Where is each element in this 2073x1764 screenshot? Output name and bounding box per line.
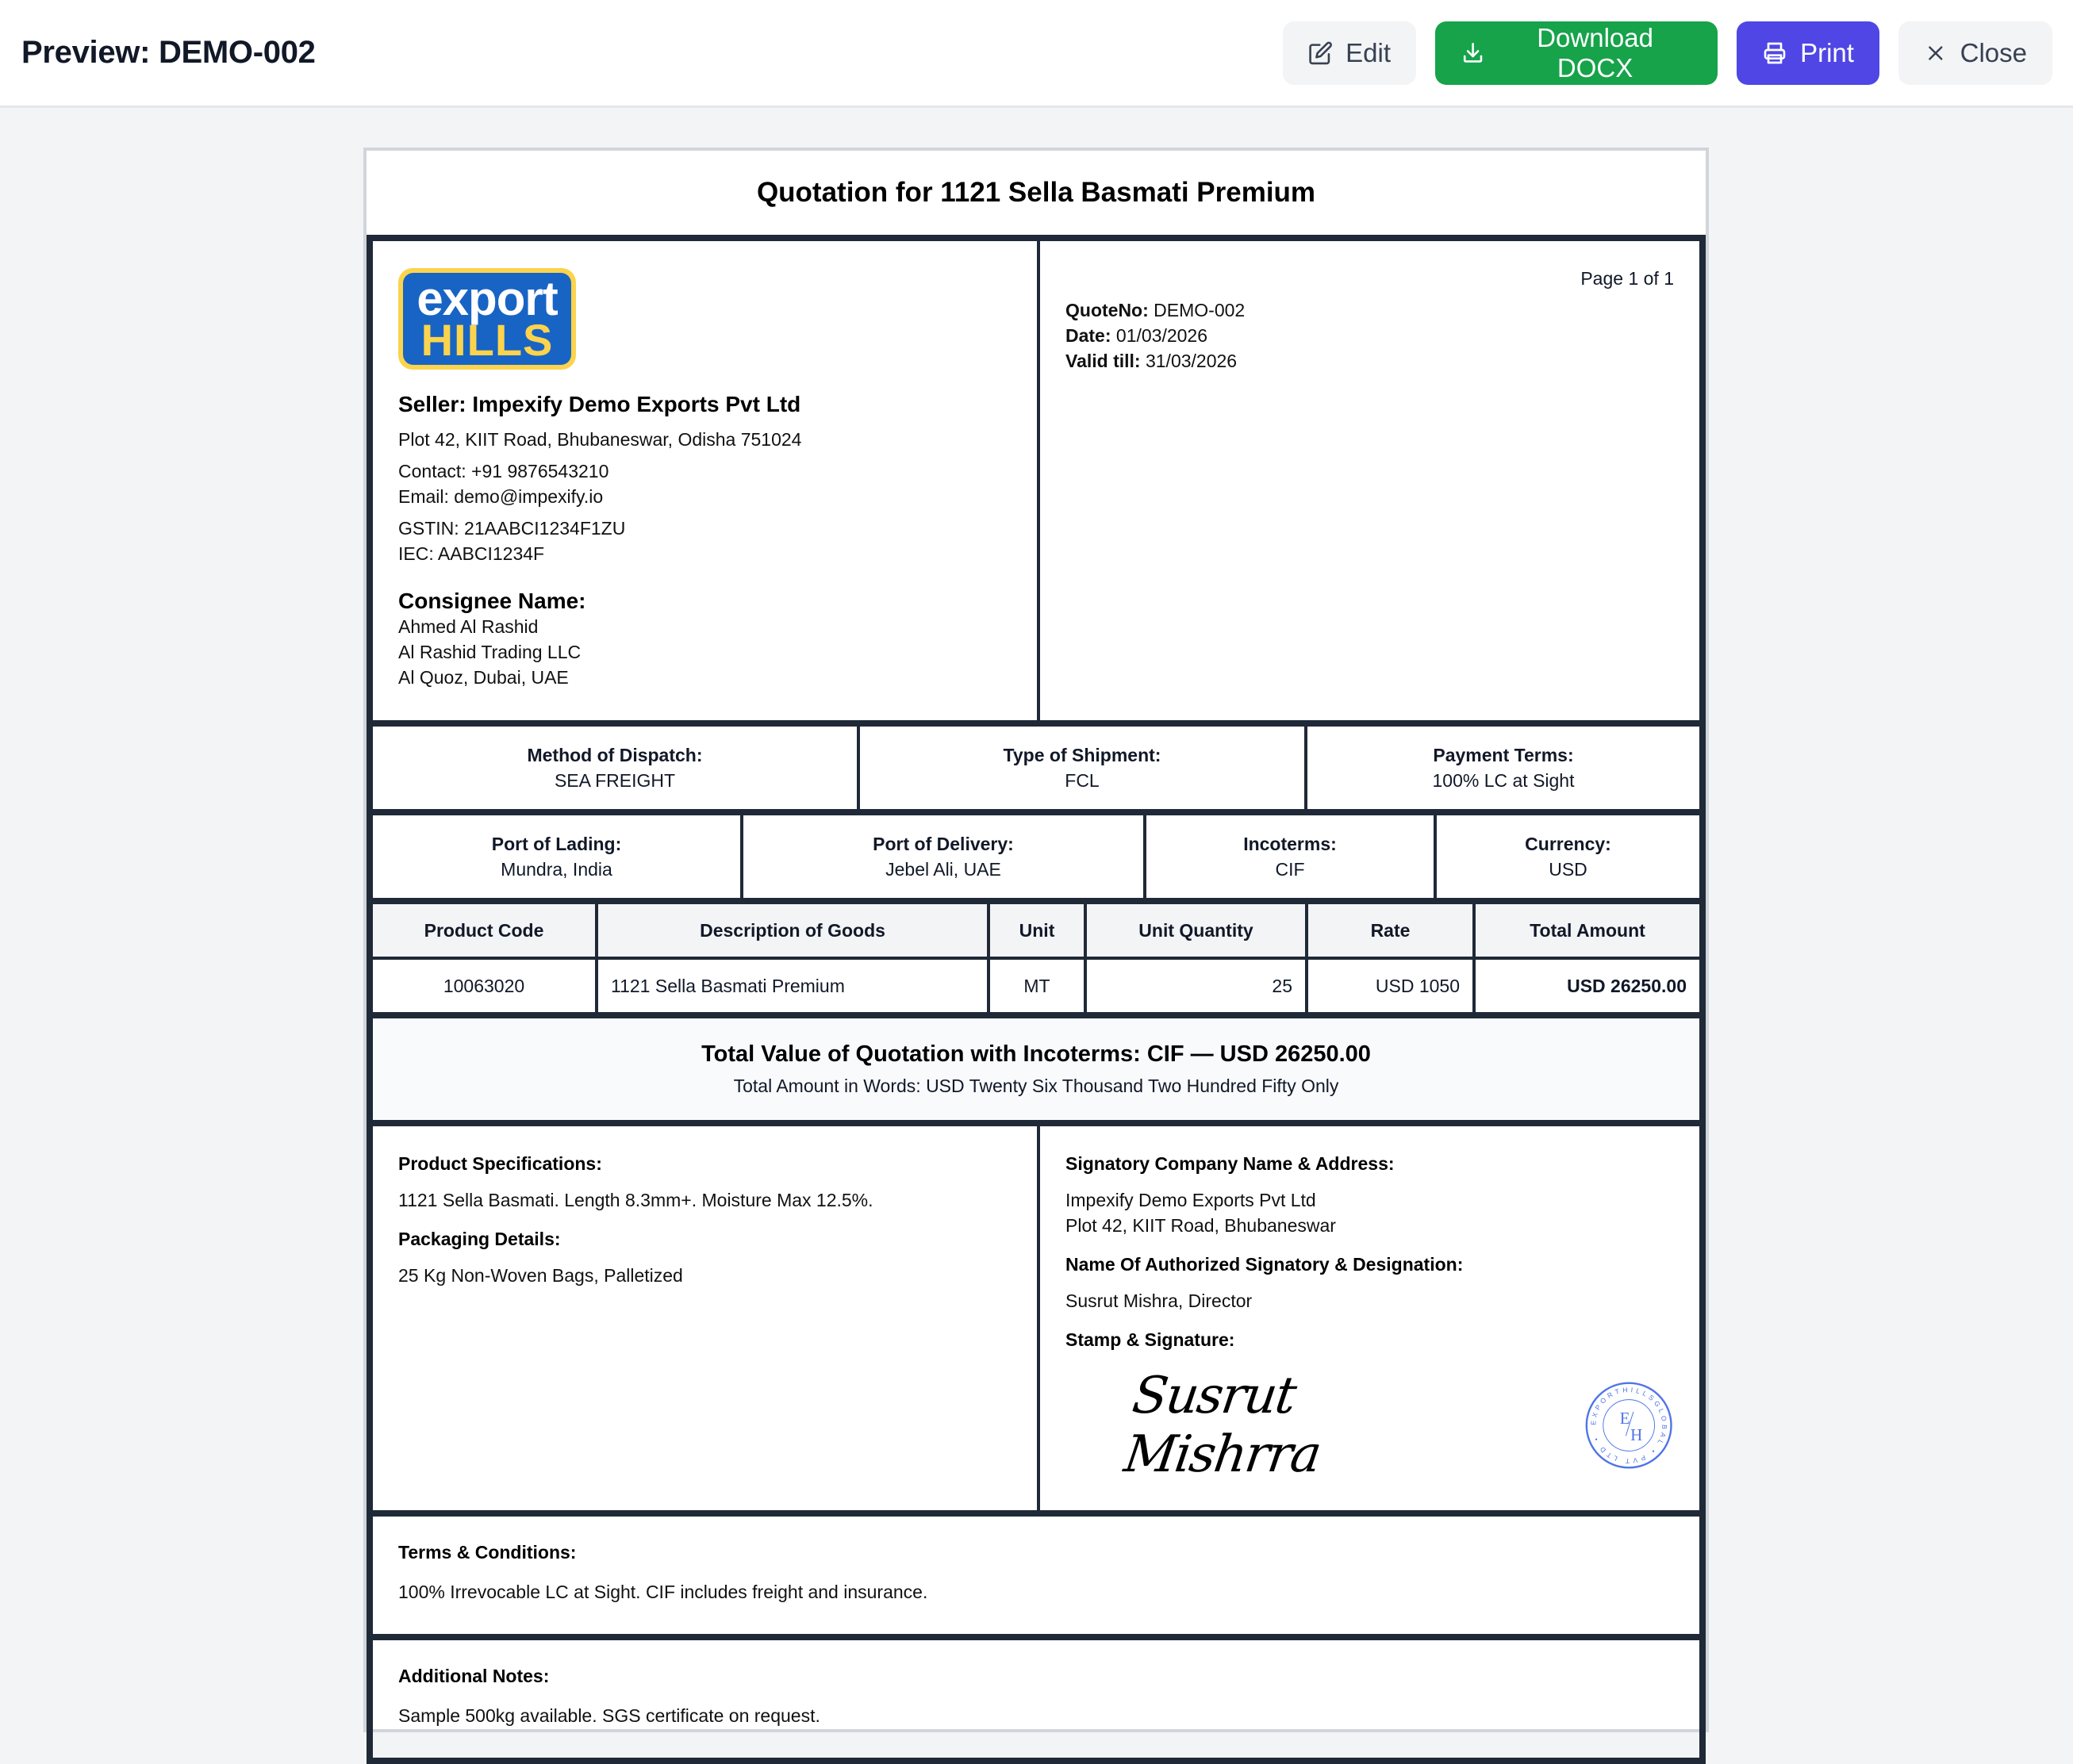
- spec-label: Product Specifications:: [398, 1153, 602, 1174]
- shipping-row-1: [373, 727, 1699, 815]
- unit: MT: [989, 958, 1085, 1012]
- signatory-company-name: Impexify Demo Exports Pvt Ltd: [1065, 1190, 1316, 1210]
- table-row: [373, 958, 1699, 1012]
- quote-date: Date: 01/03/2026: [1065, 325, 1208, 346]
- payment-terms: Payment Terms: 100% LC at Sight: [1432, 745, 1575, 791]
- column-header: Unit: [989, 904, 1085, 958]
- unit-quantity: 25: [1085, 958, 1307, 1012]
- print-label: Print: [1800, 37, 1854, 67]
- packaging-value: 25 Kg Non-Woven Bags, Palletized: [398, 1265, 683, 1286]
- logo-text-bottom: HILLS: [420, 314, 554, 365]
- preview-header: [0, 0, 2073, 108]
- seller-address: Plot 42, KIIT Road, Bhubaneswar, Odisha 751024: [398, 429, 802, 450]
- dispatch-method: Method of Dispatch: SEA FREIGHT: [373, 727, 860, 809]
- signatory-company-label: Signatory Company Name & Address:: [1065, 1153, 1395, 1174]
- svg-text:H: H: [1630, 1425, 1642, 1445]
- consignee-line: Al Rashid Trading LLC: [398, 642, 582, 662]
- goods-description: 1121 Sella Basmati Premium: [597, 958, 989, 1012]
- quote-number: QuoteNo: DEMO-002: [1065, 300, 1246, 320]
- edit-button[interactable]: [1283, 21, 1416, 85]
- printer-icon: [1762, 40, 1787, 66]
- seller-block: [373, 241, 1040, 720]
- page-title: Preview: DEMO-002: [21, 35, 316, 70]
- incoterms: Incoterms: CIF: [1146, 815, 1437, 898]
- stamp-signature-label: Stamp & Signature:: [1065, 1329, 1235, 1350]
- shipment-type: Type of Shipment: FCL: [860, 727, 1307, 809]
- terms-label: Terms & Conditions:: [398, 1542, 577, 1563]
- currency: Currency: USD: [1525, 834, 1611, 880]
- company-stamp-icon: [1584, 1379, 1674, 1472]
- signatory-company-address: Plot 42, KIIT Road, Bhubaneswar: [1065, 1215, 1336, 1236]
- spec-value: 1121 Sella Basmati. Length 8.3mm+. Moisture Max 12.5%.: [398, 1190, 873, 1210]
- consignee-heading: Consignee Name:: [398, 589, 586, 613]
- seller-contact: Contact: +91 9876543210: [398, 461, 609, 481]
- signatory-block: [1040, 1126, 1699, 1510]
- shipping-row-2: [373, 815, 1699, 904]
- notes-label: Additional Notes:: [398, 1666, 550, 1686]
- product-specs-block: [373, 1126, 1040, 1510]
- column-header: Unit Quantity: [1085, 904, 1307, 958]
- seller-gstin: GSTIN: 21AABCI1234F1ZU: [398, 518, 626, 539]
- quotation-frame: [367, 235, 1706, 1764]
- product-table: [373, 904, 1699, 1012]
- column-header: Total Amount: [1474, 904, 1699, 958]
- specs-signatory-section: [373, 1126, 1699, 1517]
- packaging-label: Packaging Details:: [398, 1229, 561, 1249]
- edit-icon: [1308, 40, 1333, 66]
- handwritten-signature: Susrut Mishrra: [1120, 1367, 1324, 1484]
- header-actions: [1283, 21, 2052, 85]
- document-title: Quotation for 1121 Sella Basmati Premium: [756, 177, 1316, 208]
- notes-section: [373, 1640, 1699, 1758]
- close-icon: [1924, 40, 1948, 66]
- consignee-line: Al Quoz, Dubai, UAE: [398, 667, 569, 688]
- quote-valid-till: Valid till: 31/03/2026: [1065, 351, 1238, 371]
- terms-section: [373, 1517, 1699, 1640]
- table-header-row: [373, 904, 1699, 958]
- header-section: [373, 241, 1699, 727]
- total-section: [373, 1018, 1699, 1126]
- total-amount: USD 26250.00: [1474, 958, 1699, 1012]
- product-code: 10063020: [373, 958, 597, 1012]
- page-indicator: Page 1 of 1: [1580, 268, 1674, 289]
- product-table-section: [373, 904, 1699, 1018]
- print-button[interactable]: [1737, 21, 1879, 85]
- quote-meta-block: [1040, 241, 1699, 720]
- company-logo: [398, 268, 576, 370]
- seller-heading: Seller: Impexify Demo Exports Pvt Ltd: [398, 392, 801, 416]
- download-label: Download DOCX: [1537, 22, 1653, 82]
- authorized-signatory-label: Name Of Authorized Signatory & Designation:: [1065, 1254, 1464, 1275]
- download-icon: [1461, 40, 1485, 66]
- svg-text:E: E: [1619, 1409, 1630, 1428]
- seller-email: Email: demo@impexify.io: [398, 486, 604, 507]
- edit-label: Edit: [1346, 37, 1391, 67]
- notes-value: Sample 500kg available. SGS certificate on request.: [398, 1705, 820, 1726]
- close-button[interactable]: [1898, 21, 2052, 85]
- port-of-lading: Port of Lading: Mundra, India: [373, 815, 743, 898]
- svg-text:EXPORTHILLSGLOBAL • PVT LTD •: EXPORTHILLSGLOBAL • PVT LTD •: [1588, 1385, 1668, 1466]
- terms-value: 100% Irrevocable LC at Sight. CIF includes freight and insurance.: [398, 1582, 928, 1602]
- download-docx-button[interactable]: [1435, 21, 1718, 85]
- logo-text-top: export: [417, 271, 558, 325]
- seller-iec: IEC: AABCI1234F: [398, 543, 545, 564]
- column-header: Rate: [1307, 904, 1474, 958]
- close-label: Close: [1960, 37, 2027, 67]
- column-header: Product Code: [373, 904, 597, 958]
- total-value: Total Value of Quotation with Incoterms: CIF — USD 26250.00: [701, 1041, 1371, 1067]
- authorized-signatory-value: Susrut Mishra, Director: [1065, 1290, 1253, 1311]
- column-header: Description of Goods: [597, 904, 989, 958]
- port-of-delivery: Port of Delivery: Jebel Ali, UAE: [743, 815, 1146, 898]
- total-in-words: Total Amount in Words: USD Twenty Six Thousand Two Hundred Fifty Only: [733, 1076, 1339, 1096]
- quotation-document: [363, 148, 1709, 1732]
- consignee-line: Ahmed Al Rashid: [398, 616, 539, 637]
- rate: USD 1050: [1307, 958, 1474, 1012]
